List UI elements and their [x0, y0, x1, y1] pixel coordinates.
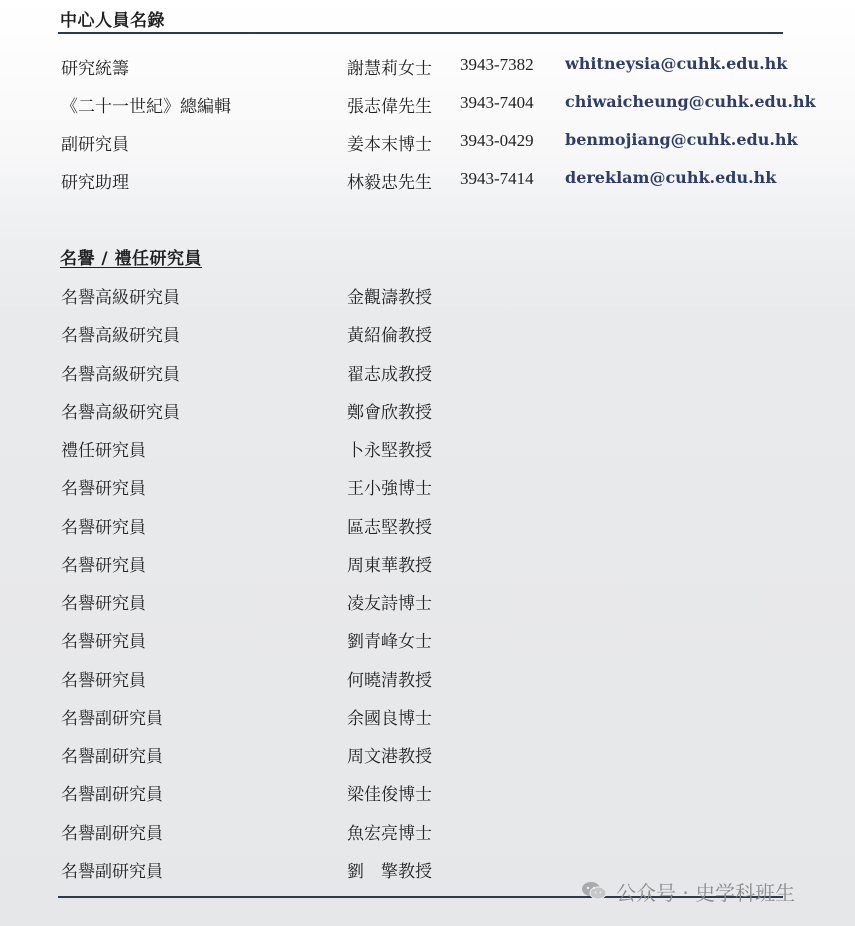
honorary-row — [0, 704, 855, 742]
staff-role: 研究助理 — [61, 173, 129, 193]
honorary-role: 名譽副研究員 — [61, 709, 163, 729]
honorary-name: 區志堅教授 — [347, 518, 432, 538]
honorary-name: 劉 擎教授 — [347, 862, 432, 882]
honorary-name: 金觀濤教授 — [347, 288, 432, 308]
staff-section-title: 中心人員名錄 — [60, 11, 165, 31]
staff-role: 副研究員 — [61, 135, 129, 155]
staff-email-link[interactable]: dereklam@cuhk.edu.hk — [565, 168, 777, 187]
honorary-role: 名譽研究員 — [61, 479, 146, 499]
staff-name: 謝慧莉女士 — [347, 59, 432, 79]
staff-email-link[interactable]: benmojiang@cuhk.edu.hk — [565, 130, 798, 149]
honorary-name: 王小強博士 — [347, 479, 432, 499]
watermark-text: 公众号 · 史学科班生 — [616, 880, 796, 905]
staff-phone: 3943-7382 — [460, 55, 534, 74]
honorary-role: 名譽高級研究員 — [61, 288, 180, 308]
honorary-row — [0, 666, 855, 704]
honorary-role: 名譽副研究員 — [61, 747, 163, 767]
staff-phone: 3943-7414 — [460, 169, 534, 188]
honorary-row — [0, 283, 855, 321]
honorary-name: 余國良博士 — [347, 709, 432, 729]
honorary-role: 名譽研究員 — [61, 632, 146, 652]
honorary-name: 何曉清教授 — [347, 671, 432, 691]
honorary-row — [0, 360, 855, 398]
honorary-row — [0, 780, 855, 818]
honorary-role: 名譽研究員 — [61, 594, 146, 614]
wechat-watermark — [580, 877, 795, 905]
honorary-role: 名譽研究員 — [61, 556, 146, 576]
staff-phone: 3943-0429 — [460, 131, 534, 150]
staff-phone: 3943-7404 — [460, 93, 534, 112]
honorary-role: 名譽研究員 — [61, 518, 146, 538]
honorary-row — [0, 742, 855, 780]
honorary-name: 劉青峰女士 — [347, 632, 432, 652]
honorary-row — [0, 398, 855, 436]
honorary-name: 魚宏亮博士 — [347, 824, 432, 844]
honorary-role: 名譽高級研究員 — [61, 403, 180, 423]
honorary-name: 周文港教授 — [347, 747, 432, 767]
honorary-role: 名譽副研究員 — [61, 824, 163, 844]
staff-row — [0, 54, 855, 92]
honorary-row — [0, 474, 855, 512]
honorary-row — [0, 589, 855, 627]
honorary-role: 禮任研究員 — [61, 441, 146, 461]
honorary-role: 名譽高級研究員 — [61, 326, 180, 346]
honorary-name: 卜永堅教授 — [347, 441, 432, 461]
honorary-row — [0, 513, 855, 551]
honorary-role: 名譽副研究員 — [61, 785, 163, 805]
staff-name: 姜本末博士 — [347, 135, 432, 155]
honorary-role: 名譽副研究員 — [61, 862, 163, 882]
honorary-row — [0, 551, 855, 589]
staff-role: 《二十一世紀》總編輯 — [61, 97, 231, 117]
honorary-name: 鄭會欣教授 — [347, 403, 432, 423]
honorary-name: 翟志成教授 — [347, 365, 432, 385]
staff-row — [0, 130, 855, 168]
honorary-role: 名譽研究員 — [61, 671, 146, 691]
honorary-name: 周東華教授 — [347, 556, 432, 576]
honorary-name: 梁佳俊博士 — [347, 785, 432, 805]
honorary-row — [0, 627, 855, 665]
honorary-name: 黃紹倫教授 — [347, 326, 432, 346]
honorary-section-title: 名譽 / 禮任研究員 — [60, 249, 203, 269]
staff-row — [0, 92, 855, 130]
honorary-role: 名譽高級研究員 — [61, 365, 180, 385]
staff-row — [0, 168, 855, 206]
honorary-row — [0, 819, 855, 857]
honorary-name: 凌友詩博士 — [347, 594, 432, 614]
honorary-row — [0, 436, 855, 474]
honorary-row — [0, 321, 855, 359]
top-divider — [58, 32, 783, 34]
staff-email-link[interactable]: chiwaicheung@cuhk.edu.hk — [565, 92, 816, 111]
staff-name: 張志偉先生 — [347, 97, 432, 117]
staff-email-link[interactable]: whitneysia@cuhk.edu.hk — [565, 54, 788, 73]
wechat-icon — [580, 879, 608, 903]
staff-name: 林毅忠先生 — [347, 173, 432, 193]
staff-role: 研究統籌 — [61, 59, 129, 79]
